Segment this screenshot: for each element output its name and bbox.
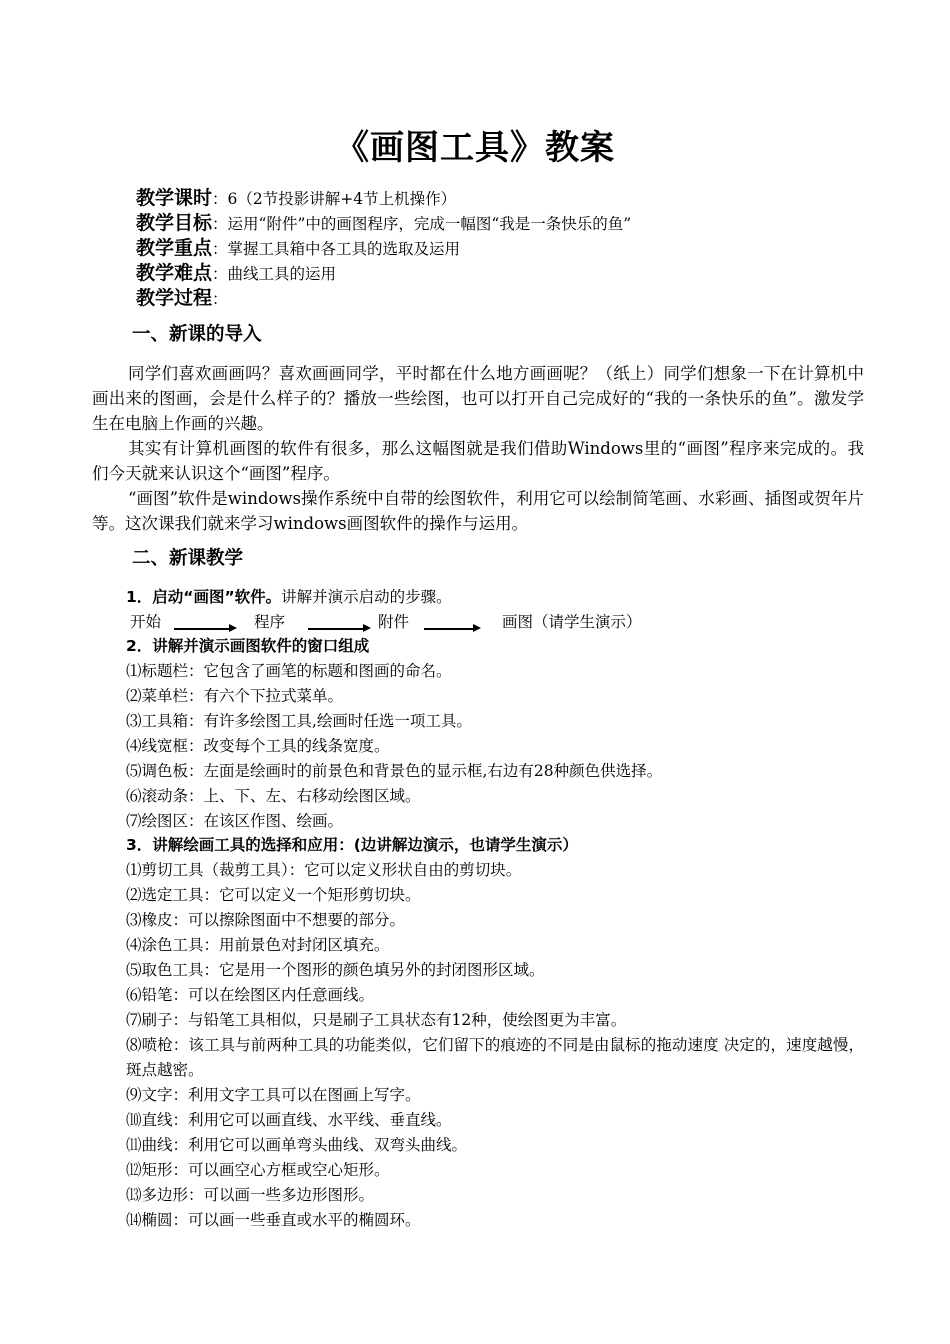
- meta-label: 教学过程: [136, 287, 213, 309]
- window-part-item: ⑹滚动条：上、下、左、右移动绘图区域。: [126, 787, 421, 805]
- tool-item: ⑽直线：利用它可以画直线、水平线、垂直线。: [126, 1111, 452, 1129]
- meta-label: 教学目标: [136, 212, 213, 234]
- window-part-item: ⑵菜单栏：有六个下拉式菜单。: [126, 687, 344, 705]
- intro-paragraphs: [92, 361, 864, 536]
- paragraph: 同学们喜欢画画吗？喜欢画画同学，平时都在什么地方画画呢？（纸上）同学们想象一下在计算机中画出来的图画，会是什么样子的？播放一些绘图，也可以打开自己完成好的“我的一条快乐的鱼”。激发学生在电脑上作画的兴趣。: [92, 364, 864, 433]
- meta-value: ：运用“附件”中的画图程序，完成一幅图“我是一条快乐的鱼”: [212, 215, 632, 233]
- step-3-title: 3．讲解绘画工具的选择和应用：(边讲解边演示，也请学生演示）: [126, 836, 578, 854]
- meta-label: 教学重点: [136, 237, 213, 259]
- step-1-text: 讲解并演示启动的步骤。: [281, 588, 452, 606]
- arrow-icon: [308, 628, 364, 630]
- window-part-item: ⑺绘图区：在该区作图、绘画。: [126, 812, 344, 830]
- tool-item: ⑸取色工具：它是用一个图形的颜色填另外的封闭图形区域。: [126, 961, 545, 979]
- flow-node-accessories: 附件: [378, 613, 410, 631]
- meta-hours: [136, 186, 896, 211]
- tool-item: ⑾曲线：利用它可以画单弯头曲线、双弯头曲线。: [126, 1136, 468, 1154]
- paragraph: 其实有计算机画图的软件有很多，那么这幅图就是我们借助Windows里的“画图”程序来完成的。我们今天就来认识这个“画图”程序。: [92, 439, 864, 483]
- meta-value: ：掌握工具箱中各工具的选取及运用: [212, 240, 461, 258]
- tool-item: ⑿矩形：可以画空心方框或空心矩形。: [126, 1161, 390, 1179]
- tool-item: ⒁椭圆：可以画一些垂直或水平的椭圆环。: [126, 1211, 421, 1229]
- tool-item: ⒀多边形：可以画一些多边形图形。: [126, 1186, 375, 1204]
- tool-item: ⑶橡皮：可以擦除图面中不想要的部分。: [126, 911, 406, 929]
- flow-node-programs: 程序: [254, 613, 286, 631]
- step-1-title: 1．启动“画图”软件。: [126, 588, 282, 606]
- meta-value: ：6（2节投影讲解+4节上机操作）: [212, 190, 457, 208]
- meta-key-point: [136, 236, 896, 261]
- flow-node-start: 开始: [130, 613, 162, 631]
- window-part-item: ⑷线宽框：改变每个工具的线条宽度。: [126, 737, 390, 755]
- document-title: 《画图工具》教案: [335, 128, 615, 168]
- tool-item: ⑻喷枪：该工具与前两种工具的功能类似，它们留下的痕迹的不同是由鼠标的拖动速度 决定的，速度越慢，斑点越密。: [126, 1036, 864, 1079]
- arrow-icon: [174, 628, 230, 630]
- lesson-meta: [136, 186, 896, 311]
- step-2-title: 2．讲解并演示画图软件的窗口组成: [126, 637, 370, 655]
- meta-value: ：曲线工具的运用: [212, 265, 337, 283]
- tool-item: ⑵选定工具：它可以定义一个矩形剪切块。: [126, 886, 421, 904]
- launch-flow: [130, 609, 750, 635]
- tool-item: ⑷涂色工具：用前景色对封闭区填充。: [126, 936, 390, 954]
- window-part-item: ⑸调色板：左面是绘画时的前景色和背景色的显示框,右边有28种颜色供选择。: [126, 762, 663, 780]
- section-heading-teaching: 二、新课教学: [132, 548, 244, 569]
- meta-value: ：: [212, 290, 228, 308]
- tool-item: ⑹铅笔：可以在绘图区内任意画线。: [126, 986, 375, 1004]
- meta-process: [136, 286, 896, 311]
- meta-difficulty: [136, 261, 896, 286]
- tool-item: ⑺刷子：与铅笔工具相似，只是刷子工具状态有12种，使绘图更为丰富。: [126, 1011, 627, 1029]
- flow-node-paint: 画图（请学生演示）: [502, 613, 642, 631]
- step-1: [126, 585, 452, 610]
- tool-item: ⑼文字：利用文字工具可以在图画上写字。: [126, 1086, 421, 1104]
- arrow-icon: [424, 628, 474, 630]
- window-part-item: ⑴标题栏：它包含了画笔的标题和图画的命名。: [126, 662, 452, 680]
- tool-item: ⑴剪切工具（裁剪工具）：它可以定义形状自由的剪切块。: [126, 861, 522, 879]
- paragraph: “画图”软件是windows操作系统中自带的绘图软件，利用它可以绘制简笔画、水彩画、插图或贺年片等。这次课我们就来学习windows画图软件的操作与运用。: [92, 489, 864, 533]
- window-part-item: ⑶工具箱：有许多绘图工具,绘画时任选一项工具。: [126, 712, 472, 730]
- meta-goal: [136, 211, 896, 236]
- meta-label: 教学课时: [136, 187, 213, 209]
- meta-label: 教学难点: [136, 262, 213, 284]
- section-heading-intro: 一、新课的导入: [132, 324, 262, 345]
